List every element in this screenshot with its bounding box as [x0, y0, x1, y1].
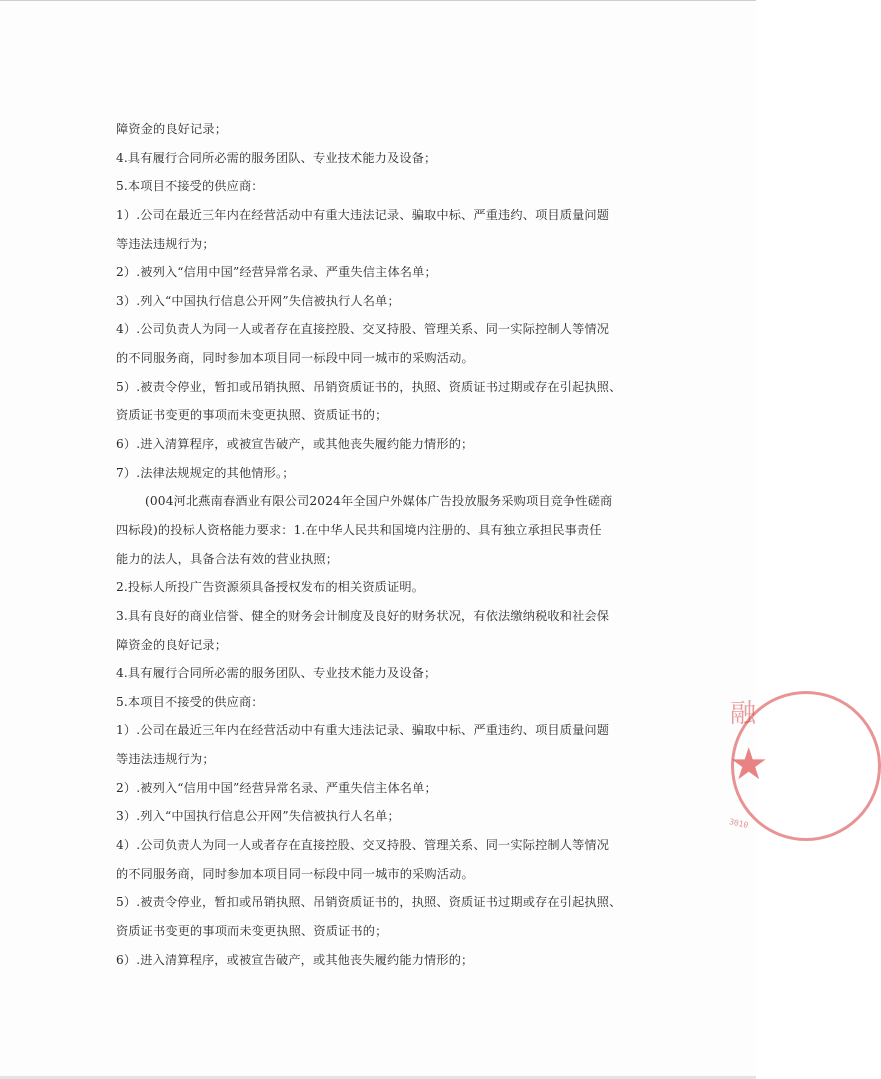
text-line: 能力的法人，具备合法有效的营业执照； [116, 551, 339, 566]
seal-code: 3010 [728, 817, 749, 830]
text-line: (004河北燕南春酒业有限公司2024年全国户外媒体广告投放服务采购项目竞争性磋商 [145, 494, 613, 509]
text-line: 障资金的良好记录； [116, 122, 228, 136]
text-line: 等违法违规行为； [116, 236, 215, 251]
text-line: 1）.公司在最近三年内在经营活动中有重大违法记录、骗取中标、严重违约、项目质量问题 [116, 207, 610, 222]
seal-stamp [726, 691, 876, 866]
text-line: 等违法违规行为； [116, 752, 215, 767]
text-line: 3）.列入“中国执行信息公开网”失信被执行人名单； [116, 809, 400, 824]
text-line: 4）.公司负责人为同一人或者存在直接控股、交叉持股、管理关系、同一实际控制人等情况 [116, 322, 610, 337]
text-line: 1）.公司在最近三年内在经营活动中有重大违法记录、骗取中标、严重违约、项目质量问题 [116, 723, 610, 738]
document-body [116, 115, 636, 974]
text-line: 5）.被责令停业，暂扣或吊销执照、吊销资质证书的，执照、资质证书过期或存在引起执照、 [116, 379, 622, 394]
company-seal [726, 691, 769, 866]
text-line: 四标段)的投标人资格能力要求：1.在中华人民共和国境内注册的、具有独立承担民事责任 [116, 522, 602, 537]
text-line: 5.本项目不接受的供应商： [116, 179, 264, 194]
text-line: 4.具有履行合同所必需的服务团队、专业技术能力及设备； [116, 150, 437, 165]
text-line: 4.具有履行合同所必需的服务团队、专业技术能力及设备； [116, 666, 437, 681]
text-line: 障资金的良好记录； [116, 637, 228, 652]
text-line: 6）.进入清算程序，或被宣告破产，或其他丧失履约能力情形的； [116, 952, 474, 967]
text-line: 3.具有良好的商业信誉、健全的财务会计制度及良好的财务状况，有依法缴纳税收和社会保 [116, 608, 610, 623]
text-line: 5）.被责令停业，暂扣或吊销执照、吊销资质证书的，执照、资质证书过期或存在引起执照、 [116, 895, 622, 910]
text-line: 2.投标人所投广告资源须具备授权发布的相关资质证明。 [116, 580, 425, 595]
text-line: 3）.列入“中国执行信息公开网”失信被执行人名单； [116, 293, 400, 308]
text-line: 5.本项目不接受的供应商： [116, 694, 264, 709]
text-line: 的不同服务商，同时参加本项目同一标段中同一城市的采购活动。 [116, 866, 474, 881]
text-line: 2）.被列入“信用中国”经营异常名录、严重失信主体名单； [116, 780, 437, 795]
text-line: 6）.进入清算程序，或被宣告破产，或其他丧失履约能力情形的； [116, 437, 474, 452]
star-icon: ★ [729, 739, 769, 790]
text-line: 资质证书变更的事项而未变更执照、资质证书的； [116, 923, 388, 938]
seal-glyph: 融 [730, 699, 757, 729]
text-line: 资质证书变更的事项而未变更执照、资质证书的； [116, 408, 388, 423]
text-line: 7）.法律法规规定的其他情形。； [116, 465, 295, 480]
text-line: 4）.公司负责人为同一人或者存在直接控股、交叉持股、管理关系、同一实际控制人等情况 [116, 838, 610, 853]
text-line: 2）.被列入“信用中国”经营异常名录、严重失信主体名单； [116, 265, 437, 280]
text-line: 的不同服务商，同时参加本项目同一标段中同一城市的采购活动。 [116, 351, 474, 366]
